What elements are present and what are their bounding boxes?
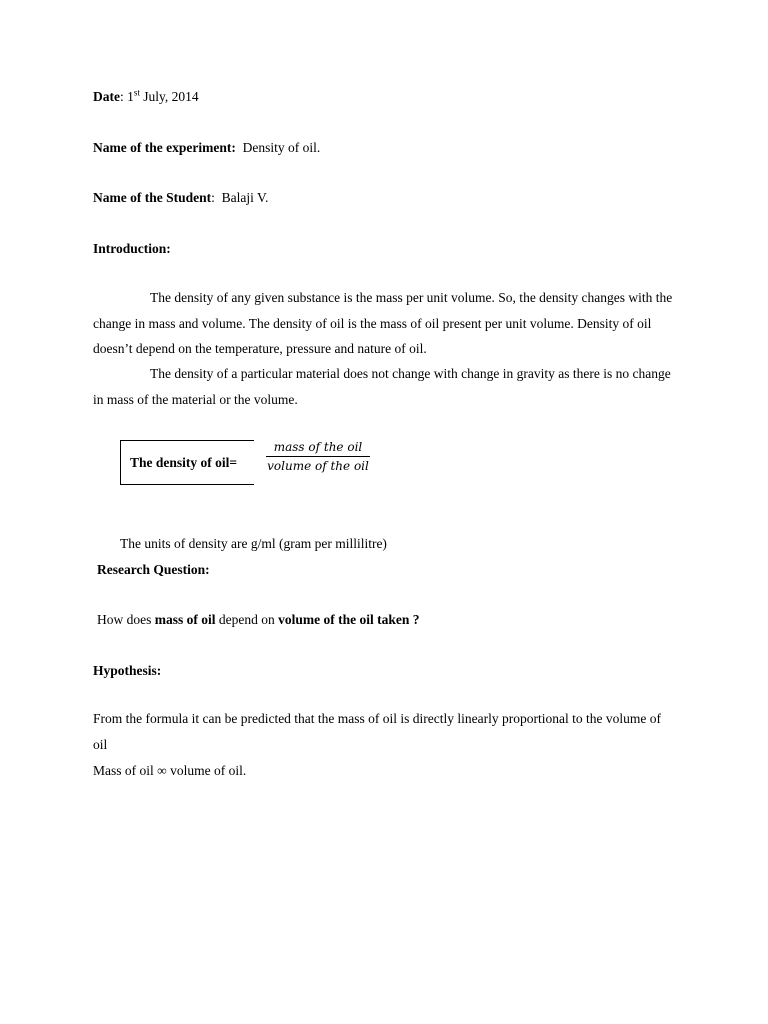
experiment-label: Name of the experiment: [93, 140, 236, 155]
experiment-value: Density of oil. [242, 140, 321, 155]
hypothesis-relation: Mass of oil ∞ volume of oil. [93, 763, 247, 778]
fraction-denominator: volume of the oil [267, 459, 369, 473]
density-fraction [266, 439, 370, 474]
density-formula-box [120, 440, 254, 485]
date-label: Date [93, 89, 120, 104]
research-question [97, 611, 419, 628]
date-suffix: st [133, 87, 140, 98]
introduction-paragraph-1: The density of any given substance is the mass per unit volume. So, the density changes with the change in mass and volume. The density of oil is the mass of oil present per unit volume. Density of oil doesn’t depend on the temperature, pressure and nature of oil. [93, 290, 673, 356]
introduction-heading: Introduction: [93, 241, 171, 256]
hypothesis-text: From the formula it can be predicted that the mass of oil is directly linearly proportional to the volume of oil [93, 711, 661, 752]
experiment-line [93, 139, 320, 156]
hypothesis-heading: Hypothesis: [93, 663, 162, 678]
date-separator: : [120, 89, 128, 104]
question-bold-volume: volume of the oil taken ? [278, 612, 420, 627]
date-line [93, 88, 199, 105]
introduction-paragraph-2: The density of a particular material does not change with change in gravity as there is no change in mass of the material or the volume. [93, 366, 671, 407]
fraction-bar [266, 456, 370, 457]
density-formula-label: The density of oil= [130, 455, 238, 470]
question-prefix: How does [97, 612, 155, 627]
date-rest: July, 2014 [139, 89, 199, 104]
research-heading: Research Question: [97, 562, 210, 577]
student-separator: : [211, 190, 215, 205]
student-label: Name of the Student [93, 190, 212, 205]
student-line [93, 189, 268, 206]
student-value: Balaji V. [221, 190, 269, 205]
date-day: 1 [127, 89, 134, 104]
question-middle: depend on [215, 612, 279, 627]
question-bold-mass: mass of oil [154, 612, 216, 627]
fraction-numerator: mass of the oil [273, 440, 363, 454]
units-text: The units of density are g/ml (gram per millilitre) [120, 536, 387, 551]
